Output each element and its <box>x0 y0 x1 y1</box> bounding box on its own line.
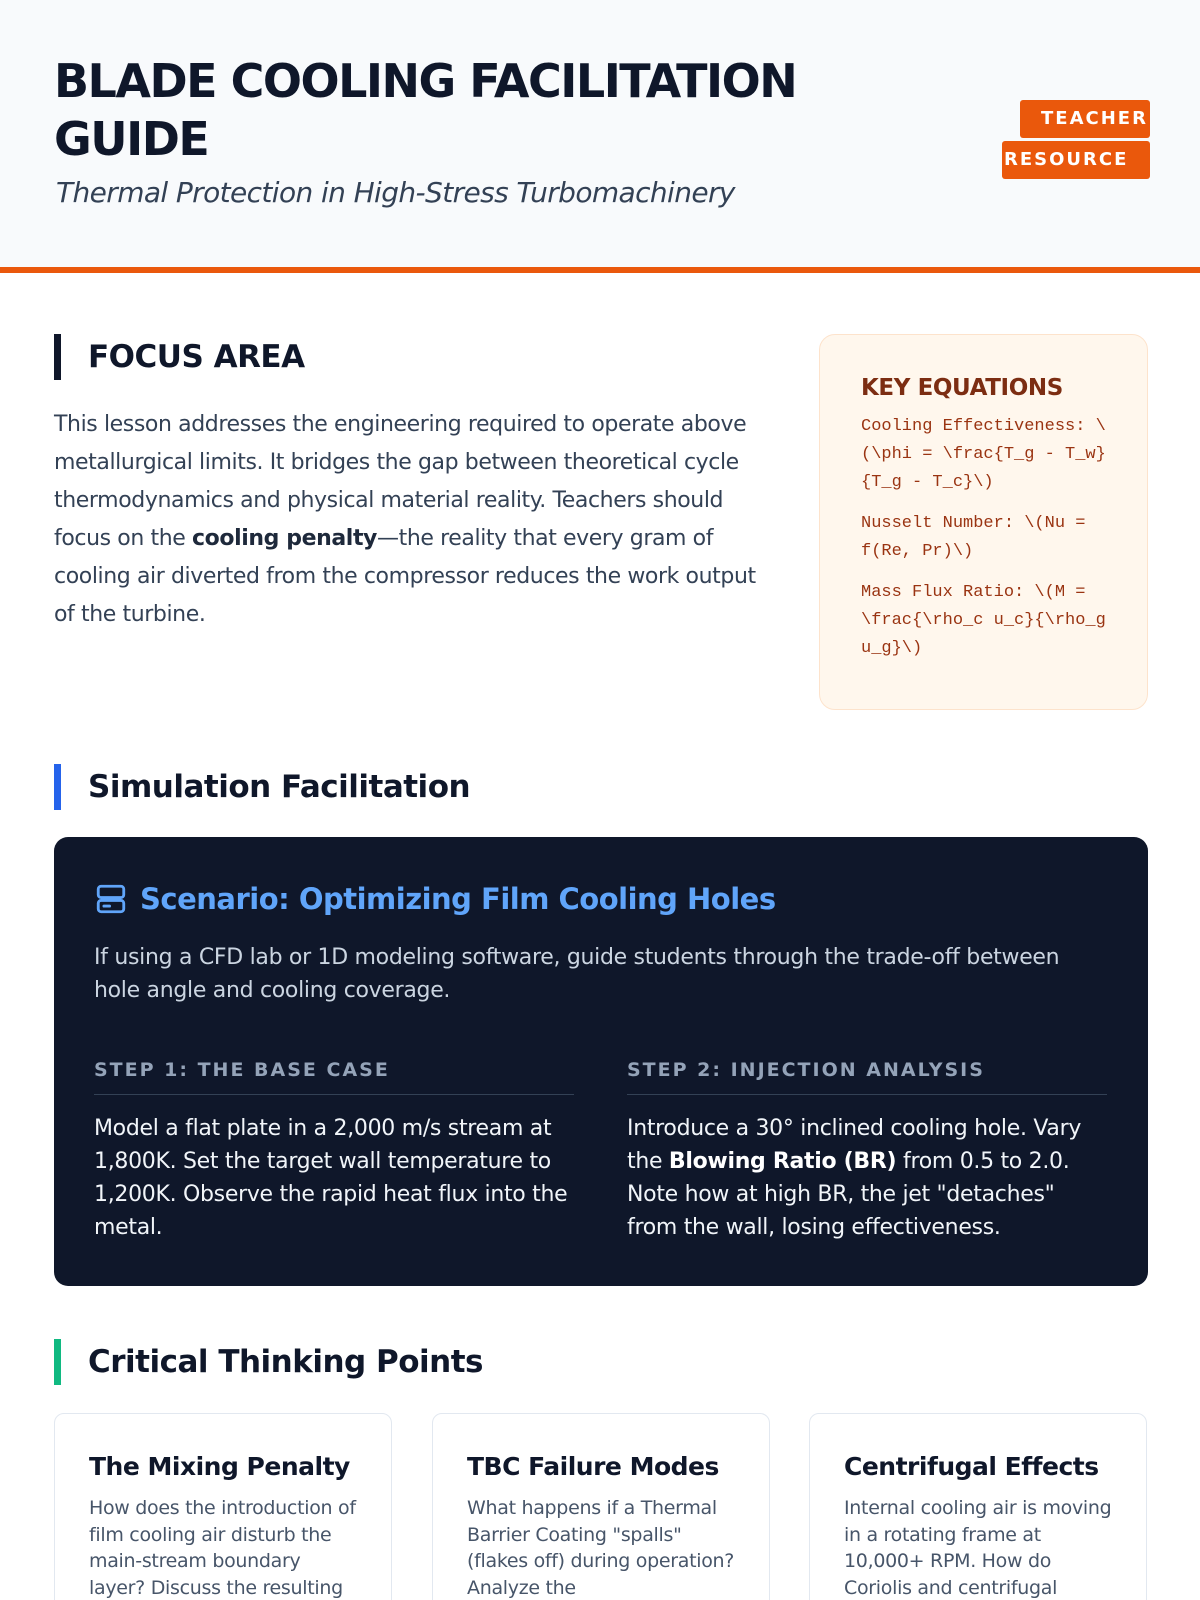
teacher-resource-badge <box>1002 100 1150 180</box>
card-centrifugal-effects <box>809 1413 1147 1600</box>
critical-thinking-heading: Critical Thinking Points <box>54 1339 483 1385</box>
badge-line-2: RESOURCE <box>1002 141 1150 179</box>
step-2-text-part-2: from 0.5 to 2.0. Note how at high BR, the jet "detaches" from the wall, losing effectiveness. <box>627 1149 1070 1240</box>
card-text: How does the introduction of film cooling air disturb the main-stream boundary layer? Discuss the resulting <box>89 1497 356 1599</box>
equation-mass-flux-ratio: Mass Flux Ratio: \(M = \frac{\rho_c u_c}{\rho_g u_g}\) <box>861 583 1106 658</box>
critical-thinking-cards <box>54 1413 1148 1600</box>
step-2-text-part-1: Introduce a 30° inclined cooling hole. Vary the <box>627 1116 1082 1174</box>
card-mixing-penalty <box>54 1413 392 1600</box>
card-tbc-failure-modes <box>432 1413 770 1600</box>
page-header <box>0 0 1200 273</box>
step-1 <box>94 1059 574 1244</box>
scenario-title: Scenario: Optimizing Film Cooling Holes <box>140 882 776 916</box>
step-1-text: Model a flat plate in a 2,000 m/s stream at 1,800K. Set the target wall temperature to 1,200K. Observe the rapid heat flux into the metal. <box>94 1116 568 1240</box>
equation-nusselt-number: Nusselt Number: \(Nu = f(Re, Pr)\) <box>861 514 1086 561</box>
focus-text-part-2: —the reality that every gram of cooling air diverted from the compressor reduces the work output of the turbine. <box>54 526 756 627</box>
focus-area-text <box>54 406 774 634</box>
page-subtitle: Thermal Protection in High-Stress Turbomachinery <box>56 176 735 209</box>
key-equations-heading: KEY EQUATIONS <box>861 375 1063 401</box>
card-text: Internal cooling air is moving in a rotating frame at 10,000+ RPM. How do Coriolis and centrifugal <box>844 1497 1112 1599</box>
equation-cooling-effectiveness: Cooling Effectiveness: \(\phi = \frac{T_g - T_w}{T_g - T_c}\) <box>861 417 1106 492</box>
focus-text-bold: cooling penalty <box>192 526 377 551</box>
server-icon <box>94 882 128 916</box>
step-2-label: STEP 2: INJECTION ANALYSIS <box>627 1059 1107 1095</box>
key-equations-box <box>819 334 1148 710</box>
card-title: The Mixing Penalty <box>89 1452 350 1481</box>
scenario-card <box>54 837 1148 1286</box>
step-2-text-bold: Blowing Ratio (BR) <box>668 1149 897 1174</box>
step-1-label: STEP 1: THE BASE CASE <box>94 1059 574 1095</box>
card-text: What happens if a Thermal Barrier Coating "spalls" (flakes off) during operation? Analyze the <box>467 1497 735 1599</box>
simulation-heading: Simulation Facilitation <box>54 764 470 810</box>
scenario-description: If using a CFD lab or 1D modeling software, guide students through the trade-off between hole angle and cooling coverage. <box>94 945 1060 1003</box>
focus-area-heading: FOCUS AREA <box>54 334 305 380</box>
step-2-text <box>627 1112 1107 1244</box>
step-2 <box>627 1059 1107 1244</box>
badge-line-1: TEACHER <box>1020 100 1150 138</box>
card-title: Centrifugal Effects <box>844 1452 1099 1481</box>
scenario-header <box>94 879 1108 919</box>
card-title: TBC Failure Modes <box>467 1452 719 1481</box>
page-title: BLADE COOLING FACILITATION GUIDE <box>54 54 797 166</box>
focus-text-part-1: This lesson addresses the engineering required to operate above metallurgical limits. It bridges the gap between theoretical cycle thermodynamics and physical material reality. Teachers should focus on the <box>54 412 747 551</box>
